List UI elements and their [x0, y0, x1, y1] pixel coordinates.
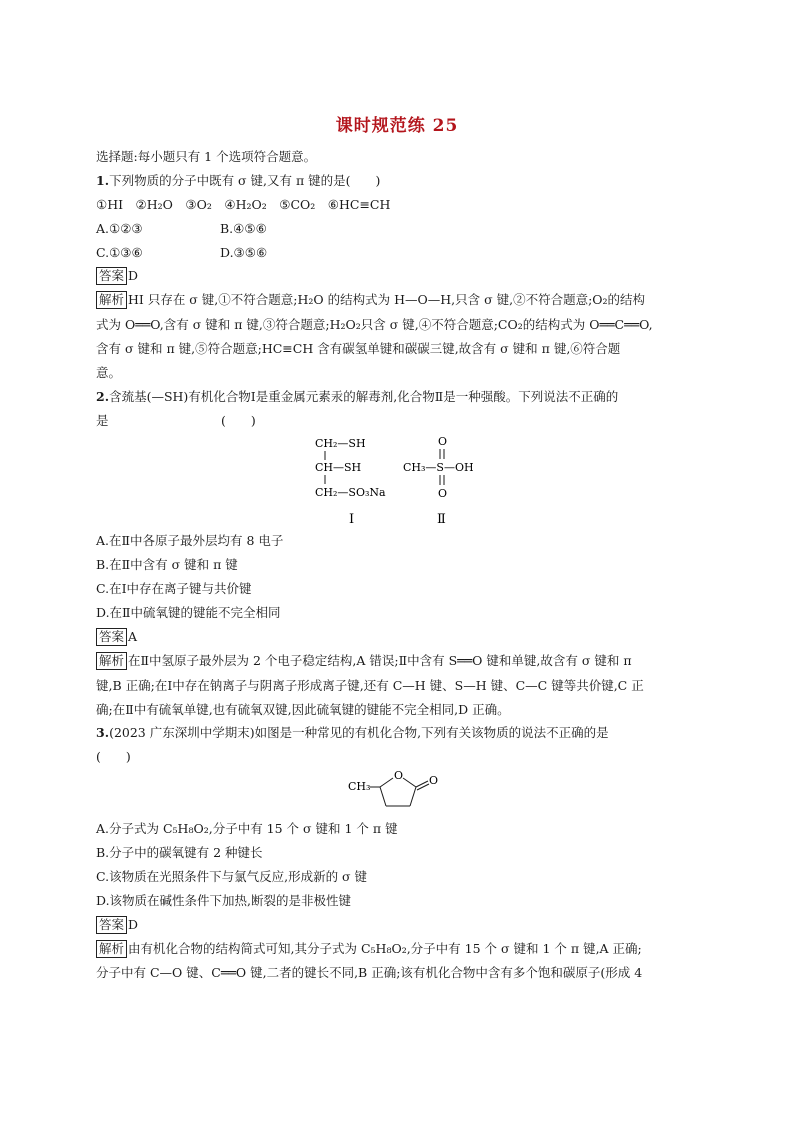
- structure-compound-2: [400, 430, 500, 530]
- question-1-number: 1.: [96, 173, 110, 188]
- structure-1-row-1: CH₂—SH: [315, 437, 366, 450]
- structure-2-main-chain: CH₃—S—OH: [403, 461, 474, 474]
- question-2-answer: [96, 627, 137, 647]
- structure-lactone: [340, 760, 450, 820]
- question-1-analysis-line-3: 含有 σ 键和 π 键,⑤符合题意;HC≡CH 含有碳氢单键和碳碳三键,故含有 σ 键和 π 键,⑥符合题: [96, 341, 621, 356]
- question-3-answer: [96, 915, 138, 935]
- question-3-option-b: B.分子中的碳氧键有 2 种键长: [96, 845, 263, 860]
- analysis-tag: 解析: [96, 291, 127, 309]
- structure-2-oxygen-bottom: O: [438, 487, 448, 500]
- question-3-text: (2023 广东深圳中学期末)如图是一种常见的有机化合物,下列有关该物质的说法不正确的是: [109, 725, 609, 740]
- question-3-analysis-line-2: 分子中有 C—O 键、C══O 键,二者的键长不同,B 正确;该有机化合物中含有多个饱和碳原子(形成 4: [96, 965, 643, 980]
- structure-1-row-3: CH₂—SO₃Na: [315, 486, 386, 499]
- question-2-option-c: C.在Ⅰ中存在离子键与共价键: [96, 581, 252, 596]
- question-1-options-ab: [96, 219, 267, 239]
- question-1-analysis-line-4: 意。: [96, 365, 122, 380]
- analysis-tag: 解析: [96, 940, 127, 958]
- question-3-option-d: D.该物质在碱性条件下加热,断裂的是非极性键: [96, 893, 352, 908]
- question-2-number: 2.: [96, 389, 110, 404]
- structure-2-oxygen-top: O: [438, 435, 448, 448]
- question-1-analysis-line-1: 解析 HI 只存在 σ 键,①不符合题意;H₂O 的结构式为 H—O—H,只含 σ 键,②不符合题意;O₂的结构: [96, 290, 645, 310]
- answer-tag: 答案: [96, 267, 127, 285]
- lactone-ring-oxygen: O: [394, 769, 404, 782]
- question-1-stem: [96, 171, 380, 191]
- question-1-option-b: B.④⑤⑥: [220, 221, 267, 236]
- question-1-options-cd: [96, 243, 267, 263]
- answer-tag: 答案: [96, 628, 127, 646]
- lactone-carbonyl-oxygen: O: [429, 774, 439, 787]
- analysis-tag: 解析: [96, 652, 127, 670]
- structure-1-row-2: CH—SH: [315, 461, 362, 474]
- question-1-answer: [96, 266, 138, 286]
- question-1-answer-value: D: [128, 268, 139, 283]
- question-3-answer-value: D: [128, 917, 139, 932]
- question-2-stem: [96, 387, 618, 407]
- question-1-analysis-line-2: 式为 O══O,含有 σ 键和 π 键,③符合题意;H₂O₂只含 σ 键,④不符合题意;CO₂的结构式为 O══C══O,: [96, 317, 653, 332]
- question-3-stem-line-2: ( ): [96, 749, 131, 764]
- question-1-items: ①HI ②H₂O ③O₂ ④H₂O₂ ⑤CO₂ ⑥HC≡CH: [96, 197, 391, 212]
- question-2-analysis-line-3: 确;在Ⅱ中有硫氧单键,也有硫氧双键,因此硫氧键的键能不完全相同,D 正确。: [96, 702, 510, 717]
- lactone-methyl-label: CH₃: [348, 780, 371, 793]
- question-2-option-d: D.在Ⅱ中硫氧键的键能不完全相同: [96, 605, 281, 620]
- structure-2-label: Ⅱ: [437, 512, 446, 527]
- question-3-number: 3.: [96, 725, 110, 740]
- question-3-option-c: C.该物质在光照条件下与氯气反应,形成新的 σ 键: [96, 869, 368, 884]
- structure-1-label: Ⅰ: [349, 512, 355, 527]
- question-2-answer-value: A: [128, 629, 138, 644]
- question-3-stem: [96, 723, 609, 743]
- question-2-analysis-line-1: 解析 在Ⅱ中氢原子最外层为 2 个电子稳定结构,A 错误;Ⅱ中含有 S══O 键和单键,故含有 σ 键和 π: [96, 651, 632, 671]
- page-title: 课时规范练 25: [335, 116, 459, 136]
- question-2-option-b: B.在Ⅱ中含有 σ 键和 π 键: [96, 557, 238, 572]
- question-2-option-a: A.在Ⅱ中各原子最外层均有 8 电子: [96, 533, 284, 548]
- question-3-analysis-line-1: 解析 由有机化合物的结构简式可知,其分子式为 C₅H₈O₂,分子中有 15 个 σ 键和 1 个 π 键,A 正确;: [96, 939, 642, 959]
- question-1-option-d: D.③⑤⑥: [220, 245, 268, 260]
- question-2-text: 含巯基(—SH)有机化合物Ⅰ是重金属元素汞的解毒剂,化合物Ⅱ是一种强酸。下列说法不正确的: [109, 389, 619, 404]
- question-2-stem-line-2: 是 ( ): [96, 413, 256, 428]
- question-1-text: 下列物质的分子中既有 σ 键,又有 π 键的是( ): [109, 173, 381, 188]
- question-2-analysis-line-2: 键,B 正确;在Ⅰ中存在钠离子与阴离子形成离子键,还有 C—H 键、S—H 键、C—C 键等共价键,C 正: [96, 678, 644, 693]
- question-3-option-a: A.分子式为 C₅H₈O₂,分子中有 15 个 σ 键和 1 个 π 键: [96, 821, 398, 836]
- answer-tag: 答案: [96, 916, 127, 934]
- instructions: 选择题:每小题只有 1 个选项符合题意。: [96, 149, 317, 164]
- question-1-option-c: C.①③⑥: [96, 245, 143, 260]
- question-1-option-a: A.①②③: [96, 221, 143, 236]
